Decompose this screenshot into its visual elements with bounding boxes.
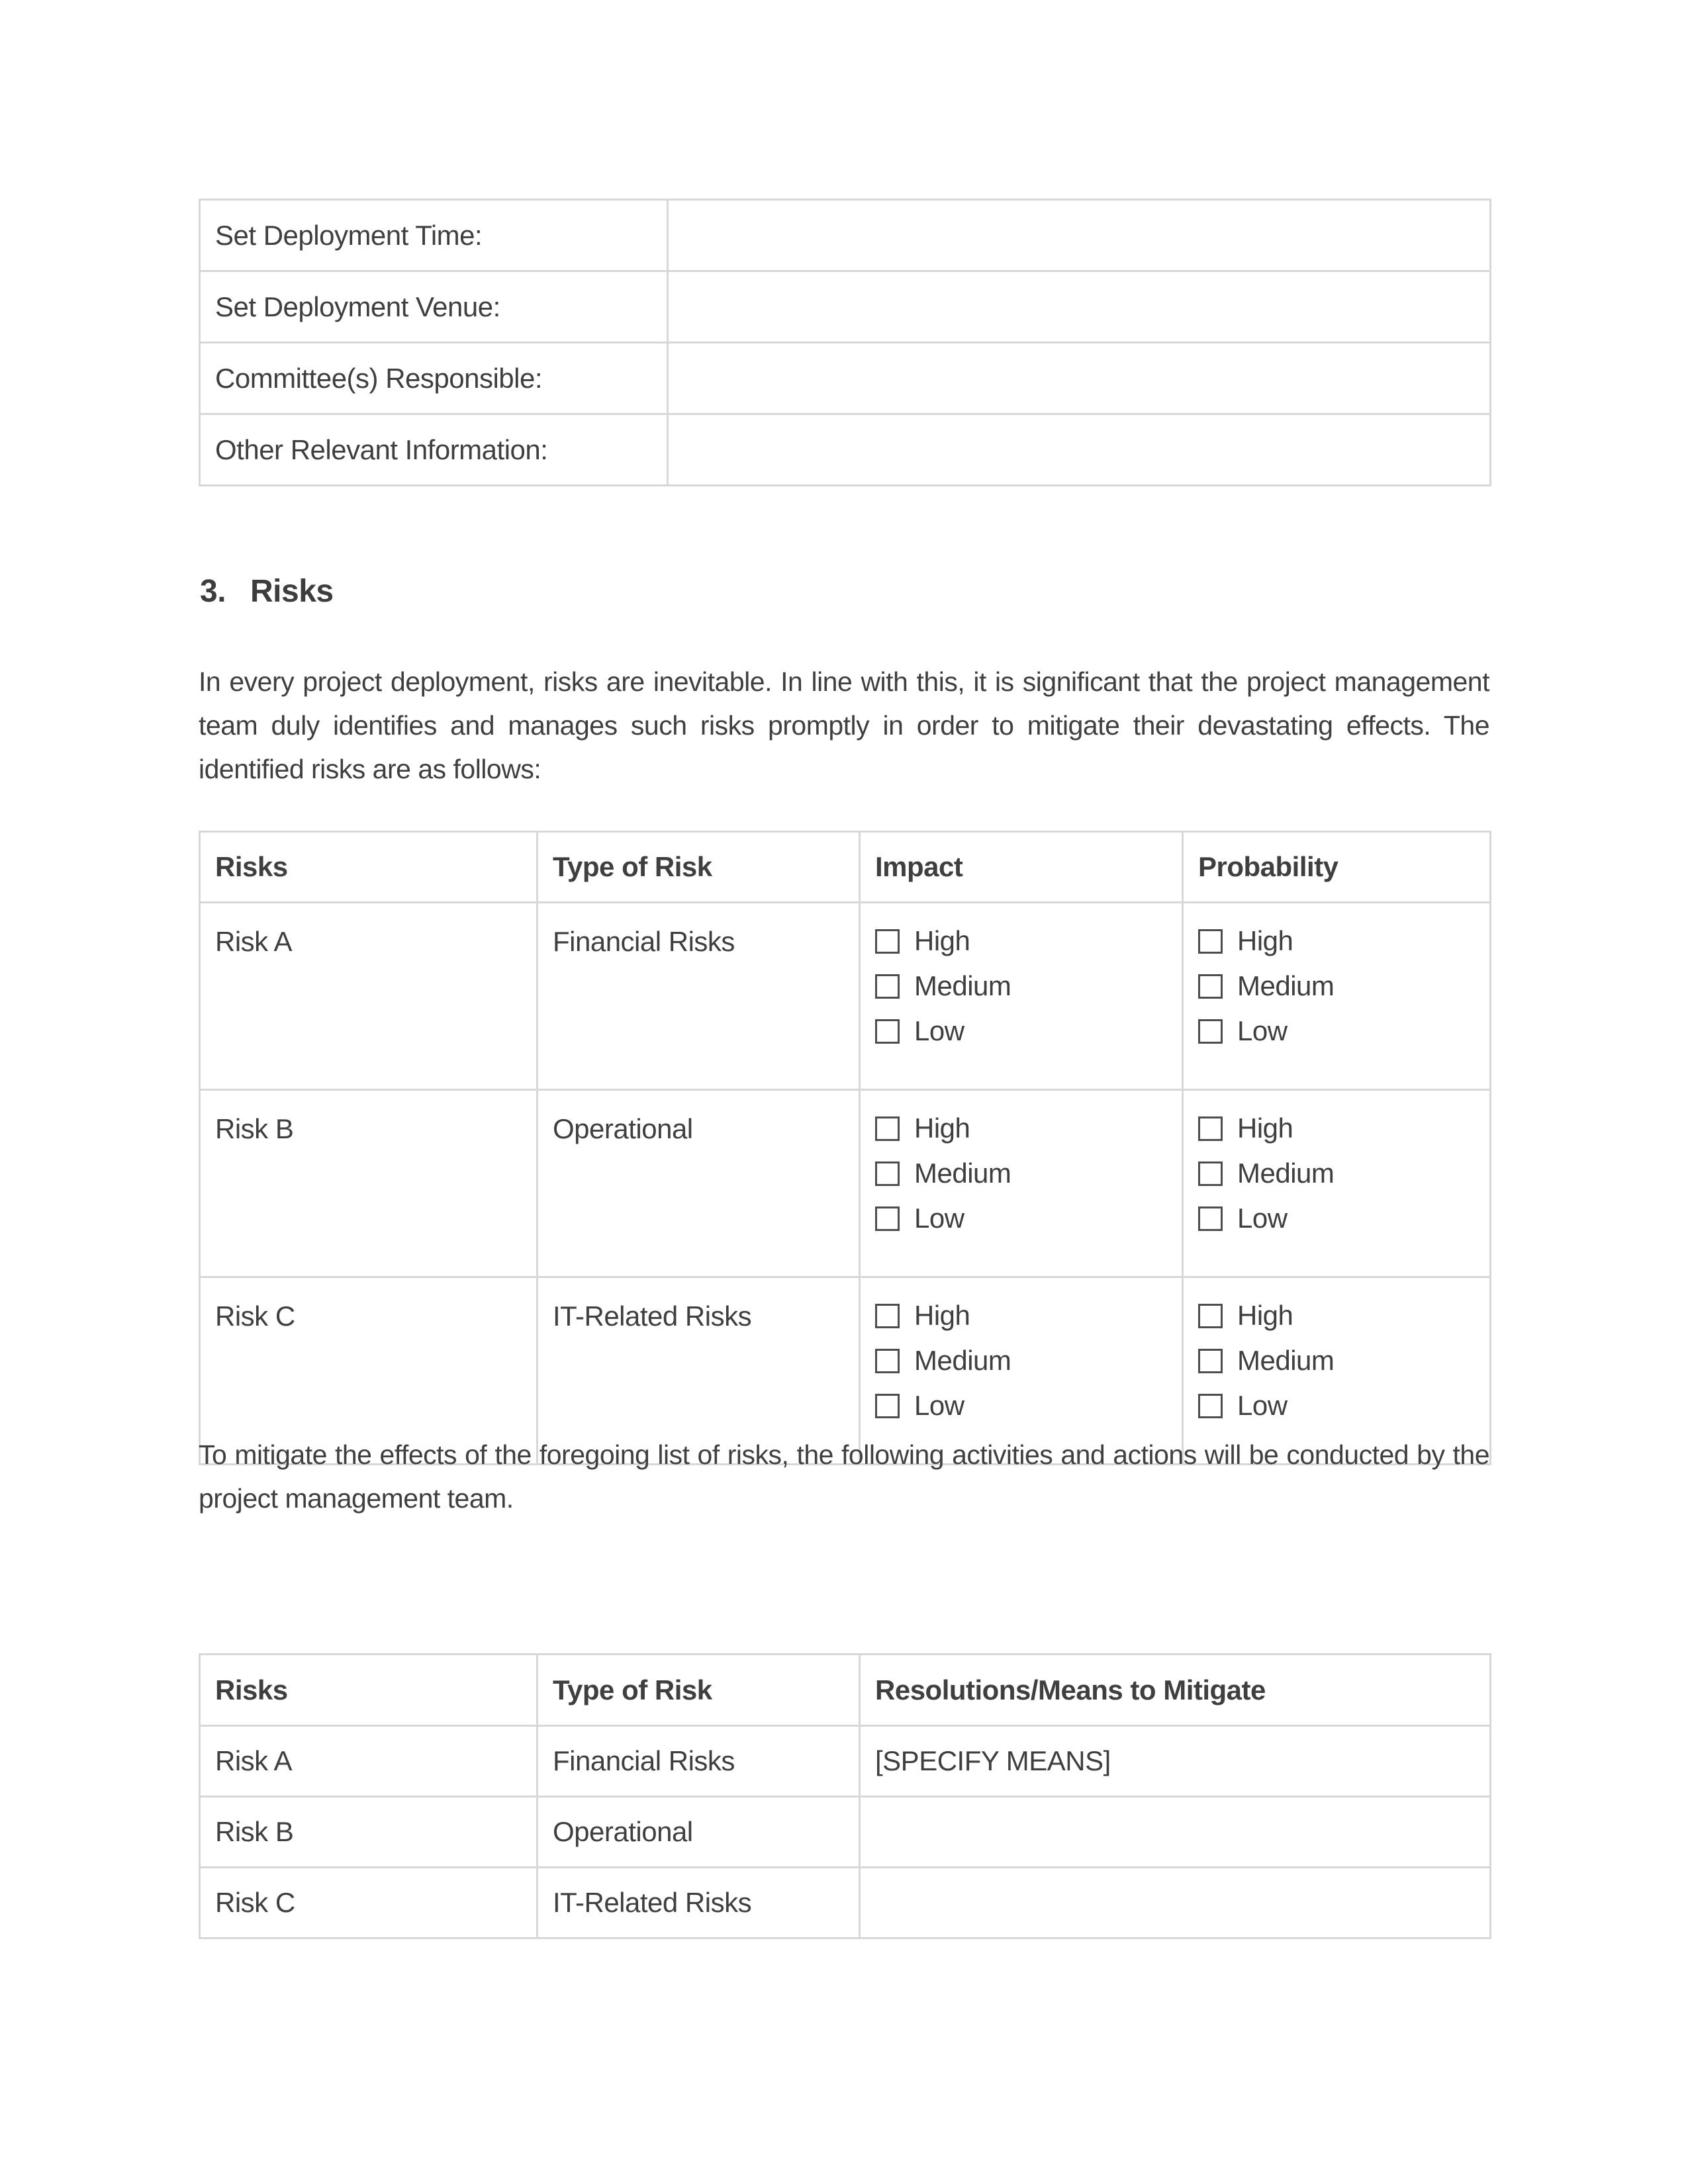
intro-paragraph: In every project deployment, risks are inevitable. In line with this, it is significant that the project management team duly identifies and manages such risks promptly in order to mitigate their devastating effects. The identified risks are as follows: <box>199 666 1489 784</box>
option-medium: Medium <box>875 971 1175 1001</box>
risk-name: Risk B <box>200 1090 538 1277</box>
risk-type: Financial Risks <box>538 1726 860 1797</box>
field-value-deployment-venue[interactable] <box>668 271 1491 343</box>
field-value-deployment-time[interactable] <box>668 200 1491 271</box>
option-high: High <box>1198 1300 1483 1331</box>
checkbox-icon[interactable] <box>1198 1206 1223 1231</box>
checkbox-icon[interactable] <box>1198 1349 1223 1373</box>
field-value-committees-responsible[interactable] <box>668 343 1491 414</box>
checkbox-icon[interactable] <box>1198 1161 1223 1186</box>
mitigation-paragraph: To mitigate the effects of the foregoing list of risks, the following activities and actions will be conducted by the project management team. <box>199 1439 1489 1514</box>
table-row-risk-a <box>200 1726 1491 1797</box>
field-value-other-information[interactable] <box>668 414 1491 486</box>
risk-name: Risk B <box>200 1797 538 1868</box>
field-label-committees-responsible: Committee(s) Responsible: <box>200 343 668 414</box>
checkbox-icon[interactable] <box>875 1161 900 1186</box>
deployment-info-table <box>199 199 1491 486</box>
checkbox-icon[interactable] <box>875 1206 900 1231</box>
checkbox-icon[interactable] <box>875 1304 900 1328</box>
checkbox-icon[interactable] <box>875 1019 900 1044</box>
table-row <box>200 271 1491 343</box>
section-heading <box>200 573 334 610</box>
probability-options <box>1183 903 1491 1090</box>
option-medium: Medium <box>1198 971 1483 1001</box>
table-header-row <box>200 1655 1491 1726</box>
column-header-type-of-risk: Type of Risk <box>538 832 860 903</box>
risk-type: Financial Risks <box>538 903 860 1090</box>
option-medium: Medium <box>1198 1158 1483 1189</box>
table-row-risk-b <box>200 1797 1491 1868</box>
field-label-deployment-time: Set Deployment Time: <box>200 200 668 271</box>
risk-type: Operational <box>538 1090 860 1277</box>
column-header-probability: Probability <box>1183 832 1491 903</box>
option-low: Low <box>1198 1203 1483 1234</box>
option-medium: Medium <box>1198 1345 1483 1376</box>
risk-assessment-table <box>199 831 1491 1465</box>
checkbox-icon[interactable] <box>1198 1019 1223 1044</box>
column-header-type-of-risk: Type of Risk <box>538 1655 860 1726</box>
table-row-risk-b <box>200 1090 1491 1277</box>
probability-options <box>1183 1090 1491 1277</box>
checkbox-icon[interactable] <box>875 929 900 954</box>
resolution-placeholder[interactable] <box>860 1868 1491 1938</box>
option-low: Low <box>1198 1016 1483 1046</box>
resolution-placeholder[interactable]: [SPECIFY MEANS] <box>860 1726 1491 1797</box>
option-low: Low <box>875 1016 1175 1046</box>
risk-name: Risk A <box>200 903 538 1090</box>
checkbox-icon[interactable] <box>875 974 900 999</box>
option-medium: Medium <box>875 1345 1175 1376</box>
checkbox-icon[interactable] <box>875 1116 900 1141</box>
risk-name: Risk C <box>200 1277 538 1465</box>
option-low: Low <box>875 1390 1175 1421</box>
option-high: High <box>875 1113 1175 1144</box>
field-label-deployment-venue: Set Deployment Venue: <box>200 271 668 343</box>
resolution-placeholder[interactable] <box>860 1797 1491 1868</box>
table-row <box>200 200 1491 271</box>
option-high: High <box>1198 1113 1483 1144</box>
column-header-risks: Risks <box>200 832 538 903</box>
risk-type: IT-Related Risks <box>538 1277 860 1465</box>
option-high: High <box>875 1300 1175 1331</box>
risk-name: Risk A <box>200 1726 538 1797</box>
table-header-row <box>200 832 1491 903</box>
table-row-risk-c <box>200 1868 1491 1938</box>
section-title: Risks <box>250 574 334 609</box>
risk-name: Risk C <box>200 1868 538 1938</box>
section-number: 3. <box>200 574 226 609</box>
column-header-resolutions: Resolutions/Means to Mitigate <box>860 1655 1491 1726</box>
table-row <box>200 414 1491 486</box>
option-low: Low <box>1198 1390 1483 1421</box>
checkbox-icon[interactable] <box>875 1349 900 1373</box>
checkbox-icon[interactable] <box>1198 1116 1223 1141</box>
column-header-impact: Impact <box>860 832 1183 903</box>
option-low: Low <box>875 1203 1175 1234</box>
column-header-risks: Risks <box>200 1655 538 1726</box>
impact-options <box>860 903 1183 1090</box>
risk-type: Operational <box>538 1797 860 1868</box>
checkbox-icon[interactable] <box>1198 929 1223 954</box>
table-row-risk-a <box>200 903 1491 1090</box>
checkbox-icon[interactable] <box>1198 1304 1223 1328</box>
checkbox-icon[interactable] <box>1198 974 1223 999</box>
checkbox-icon[interactable] <box>875 1394 900 1418</box>
option-medium: Medium <box>875 1158 1175 1189</box>
impact-options <box>860 1090 1183 1277</box>
field-label-other-information: Other Relevant Information: <box>200 414 668 486</box>
table-row <box>200 343 1491 414</box>
option-high: High <box>1198 926 1483 956</box>
checkbox-icon[interactable] <box>1198 1394 1223 1418</box>
mitigation-table <box>199 1653 1491 1939</box>
risk-type: IT-Related Risks <box>538 1868 860 1938</box>
option-high: High <box>875 926 1175 956</box>
